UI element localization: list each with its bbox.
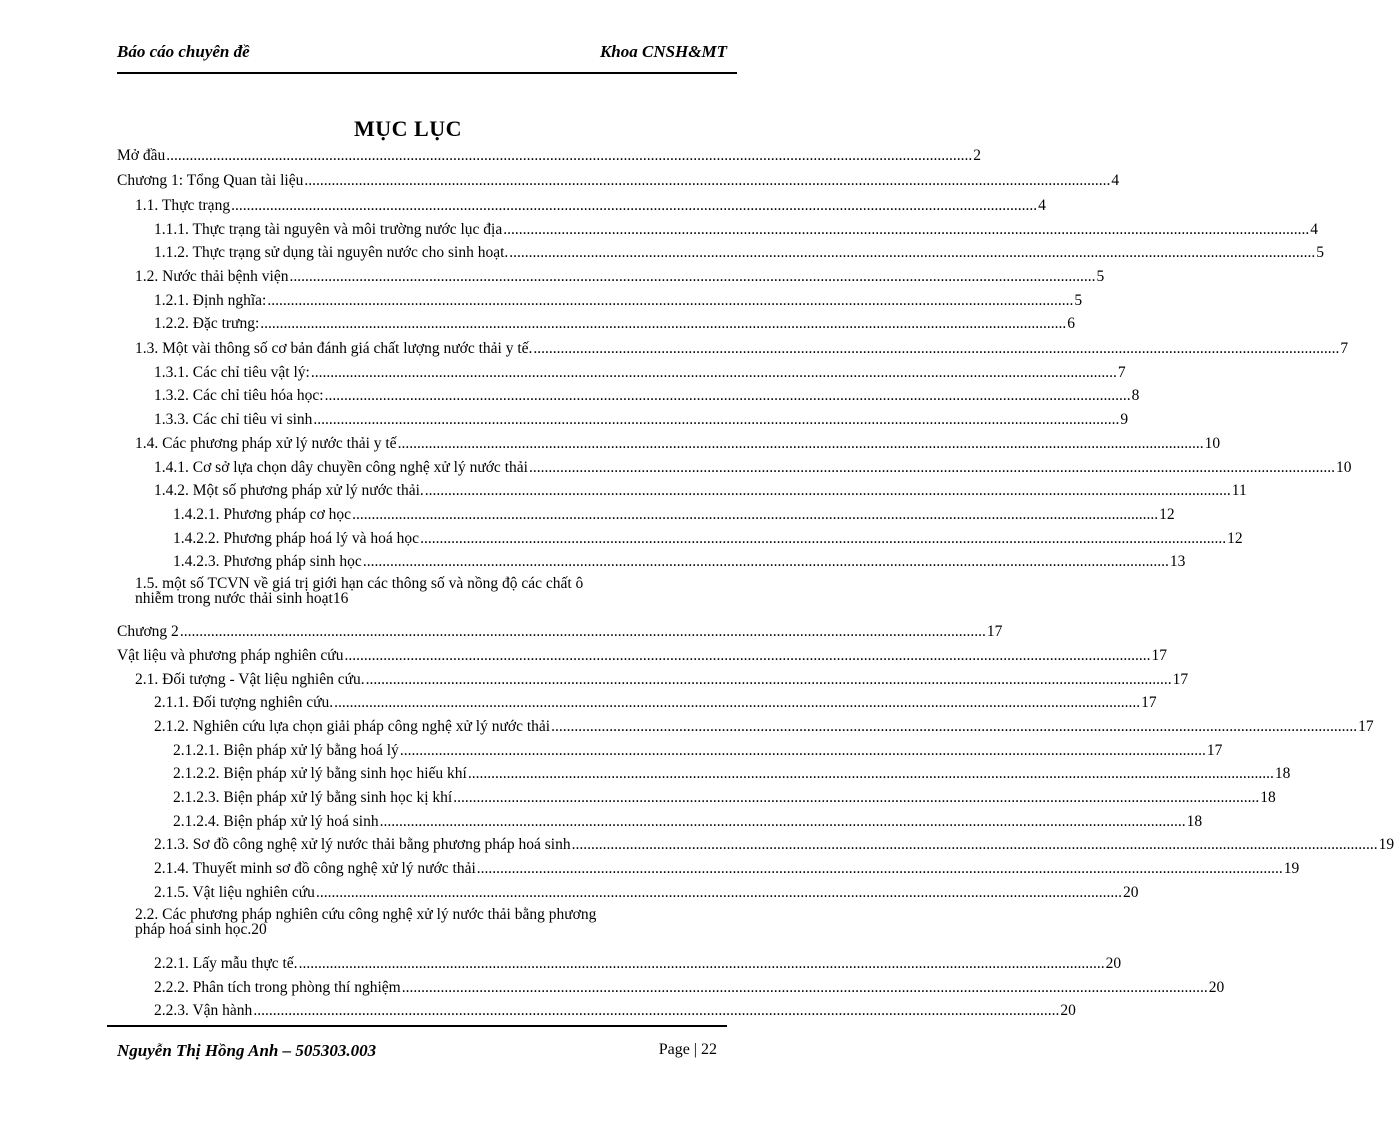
toc-entry[interactable]: 1.2. Nước thải bệnh viện ..... 5 — [135, 268, 737, 286]
toc-entry[interactable]: 1.4.2. Một số phương pháp xử lý nước thải. ..... 11 — [154, 482, 737, 500]
toc-entry[interactable]: 1.1.2. Thực trạng sử dụng tài nguyên nước cho sinh hoạt. ..... 5 — [154, 244, 737, 262]
toc-entry[interactable]: 2.1.2. Nghiên cứu lựa chọn giải pháp công nghệ xử lý nước thải ..... 17 — [154, 718, 737, 736]
toc-entry[interactable]: 1.2.1. Định nghĩa: ..... 5 — [154, 292, 737, 310]
toc-entry[interactable]: 1.4.2.2. Phương pháp hoá lý và hoá học ..... 12 — [173, 530, 737, 548]
toc-entry[interactable]: 2.2.1. Lấy mẫu thực tế. ..... 20 — [154, 955, 737, 973]
toc-entry[interactable]: 2.1.4. Thuyết minh sơ đồ công nghệ xử lý nước thải ..... 19 — [154, 860, 737, 878]
toc-entry[interactable]: 2.1.2.4. Biện pháp xử lý hoá sinh ..... 18 — [173, 813, 737, 831]
toc-entry[interactable]: 2.1.2.2. Biện pháp xử lý bằng sinh học hiếu khí ..... 18 — [173, 765, 737, 783]
header-report-title: Báo cáo chuyên đề — [117, 42, 250, 61]
toc-entry[interactable]: 2.1.3. Sơ đồ công nghệ xử lý nước thải bằng phương pháp hoá sinh ..... 19 — [154, 836, 737, 854]
toc-entry[interactable]: 1.3.1. Các chỉ tiêu vật lý: ..... 7 — [154, 364, 737, 382]
page-title: MỤC LỤC — [354, 116, 462, 141]
footer-page-number: Page | 22 — [658, 1041, 717, 1058]
toc-entry-multiline[interactable]: 2.2. Các phương pháp nghiên cứu công nghệ xử lý nước thải bằng phương pháp hoá sinh học. 20 — [135, 906, 597, 938]
toc-entry[interactable]: 1.1. Thực trạng ..... 4 — [135, 197, 737, 215]
toc-entry[interactable]: 2.1.1. Đối tượng nghiên cứu. ..... 17 — [154, 694, 737, 712]
toc-entry[interactable]: 1.4. Các phương pháp xử lý nước thải y tế ..... 10 — [135, 435, 737, 453]
toc-entry[interactable]: 2.2.2. Phân tích trong phòng thí nghiệm ..... 20 — [154, 979, 737, 997]
toc-entry[interactable]: Mở đầu ..... 2 — [117, 147, 737, 165]
toc-entry[interactable]: 1.4.2.3. Phương pháp sinh học ..... 13 — [173, 553, 737, 571]
toc-entry[interactable]: 2.2.3. Vận hành ..... 20 — [154, 1002, 737, 1020]
toc-entry[interactable]: Chương 2 ..... 17 — [117, 623, 737, 641]
toc-entry[interactable]: Vật liệu và phương pháp nghiên cứu ..... 17 — [117, 647, 737, 665]
toc-entry[interactable]: 1.4.1. Cơ sở lựa chọn dây chuyền công nghệ xử lý nước thải ..... 10 — [154, 459, 737, 477]
footer-author: Nguyễn Thị Hồng Anh – 505303.003 — [117, 1041, 377, 1060]
toc-entry[interactable]: 1.2.2. Đặc trưng: ..... 6 — [154, 315, 737, 333]
page-footer — [107, 1025, 727, 1060]
toc-entry[interactable]: 2.1.2.1. Biện pháp xử lý bằng hoá lý ..... 17 — [173, 742, 737, 760]
toc-entry[interactable]: 2.1.5. Vật liệu nghiên cứu ..... 20 — [154, 884, 737, 902]
header-faculty: Khoa CNSH&MT — [599, 42, 727, 61]
toc-entry[interactable]: 2.1. Đối tượng - Vật liệu nghiên cứu. ..... 17 — [135, 671, 737, 689]
toc-entry[interactable]: 1.3.2. Các chỉ tiêu hóa học: ..... 8 — [154, 387, 737, 405]
toc-entry[interactable]: 1.4.2.1. Phương pháp cơ học ..... 12 — [173, 506, 737, 524]
toc-entry[interactable]: 1.3. Một vài thông số cơ bản đánh giá chất lượng nước thải y tế. ..... 7 — [135, 340, 737, 358]
toc-entry-multiline[interactable]: 1.5. một số TCVN về giá trị giới hạn các thông số và nồng độ các chất ô nhiễm trong nước thải sinh hoạt 16 — [135, 575, 584, 607]
toc-entry[interactable]: 1.1.1. Thực trạng tài nguyên và môi trường nước lục địa ..... 4 — [154, 221, 737, 239]
toc-entry[interactable]: Chương 1: Tổng Quan tài liệu ..... 4 — [117, 172, 737, 190]
page-header — [117, 38, 737, 74]
toc-entry[interactable]: 2.1.2.3. Biện pháp xử lý bằng sinh học kị khí ..... 18 — [173, 789, 737, 807]
toc-entry[interactable]: 1.3.3. Các chỉ tiêu vi sinh ..... 9 — [154, 411, 737, 429]
